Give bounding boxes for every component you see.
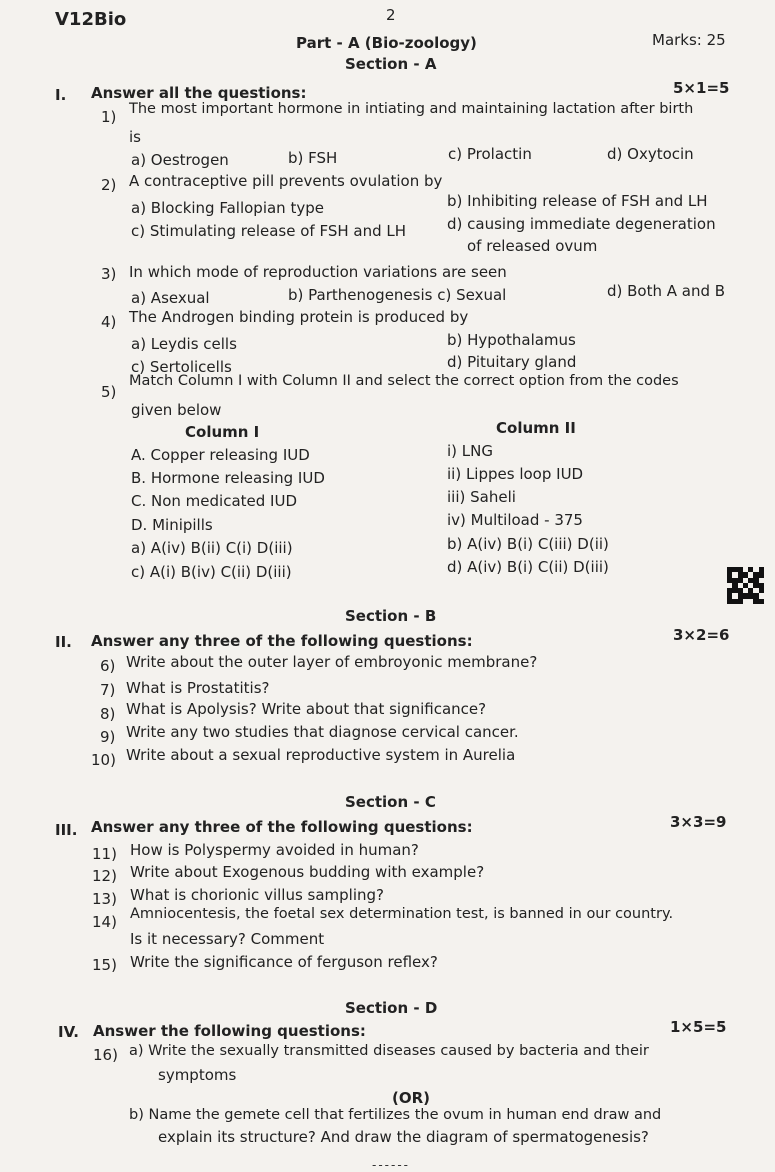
section-a-scheme: 5×1=5 xyxy=(673,79,730,97)
section-c-title: Section - C xyxy=(345,793,436,811)
q4-text: The Androgen binding protein is produced by xyxy=(129,308,469,326)
q4-option-b: b) Hypothalamus xyxy=(447,331,576,349)
q3-number: 3) xyxy=(101,265,117,283)
section-b-instruction: Answer any three of the following questions: xyxy=(91,632,473,650)
column-i-heading: Column I xyxy=(185,423,260,441)
column-i-item: C. Non medicated IUD xyxy=(131,492,298,510)
q4-option-c: c) Sertolicells xyxy=(131,358,232,376)
q1-option-a: a) Oestrogen xyxy=(131,151,229,169)
q1-option-c: c) Prolactin xyxy=(448,145,532,163)
question-text: Write about a sexual reproductive system in Aurelia xyxy=(126,746,516,764)
question-number: 15) xyxy=(92,956,117,974)
q16-number: 16) xyxy=(93,1046,118,1064)
question-number: 10) xyxy=(91,751,116,769)
page-number: 2 xyxy=(386,6,396,24)
q5-text: Match Column I with Column II and select the correct option from the codes xyxy=(129,373,679,389)
q1-option-b: b) FSH xyxy=(288,149,338,167)
column-i-item: A. Copper releasing IUD xyxy=(131,446,310,464)
q1-number: 1) xyxy=(101,108,117,126)
question-number: 12) xyxy=(92,867,117,885)
q16-option-a-cont: symptoms xyxy=(158,1066,237,1084)
column-ii-item: i) LNG xyxy=(447,442,493,460)
question-text: What is Apolysis? Write about that significance? xyxy=(126,700,487,718)
section-b-scheme: 3×2=6 xyxy=(673,626,730,644)
column-ii-item: ii) Lippes loop IUD xyxy=(447,465,584,483)
section-a-numeral: I. xyxy=(55,86,67,104)
q5-option-c: c) A(i) B(iv) C(ii) D(iii) xyxy=(131,563,292,581)
q16-option-b-cont: explain its structure? And draw the diagram of spermatogenesis? xyxy=(158,1128,649,1146)
q3-text: In which mode of reproduction variations are seen xyxy=(129,263,507,281)
part-title: Part - A (Bio-zoology) xyxy=(296,34,477,52)
q3-option-a: a) Asexual xyxy=(131,289,210,307)
column-ii-heading: Column II xyxy=(496,419,576,437)
question-number: 13) xyxy=(92,890,117,908)
section-d-scheme: 1×5=5 xyxy=(670,1018,727,1036)
q1-text: The most important hormone in intiating and maintaining lactation after birth xyxy=(129,101,694,117)
question-text-cont: Is it necessary? Comment xyxy=(130,930,325,948)
q4-option-d: d) Pituitary gland xyxy=(447,353,577,371)
q4-number: 4) xyxy=(101,313,117,331)
q16-option-b: b) Name the gemete cell that fertilizes the ovum in human end draw and xyxy=(129,1107,662,1123)
q2-number: 2) xyxy=(101,176,117,194)
q1-text-cont: is xyxy=(129,128,141,146)
q2-text: A contraceptive pill prevents ovulation by xyxy=(129,172,443,190)
q5-option-a: a) A(iv) B(ii) C(i) D(iii) xyxy=(131,539,293,557)
question-number: 11) xyxy=(92,845,117,863)
question-number: 6) xyxy=(100,657,116,675)
paper-code: V12Bio xyxy=(55,9,127,30)
question-number: 14) xyxy=(92,913,117,931)
section-b-title: Section - B xyxy=(345,607,437,625)
end-marker: ------ xyxy=(372,1158,410,1172)
q2-option-d: d) causing immediate degeneration xyxy=(447,215,716,233)
q16-option-a: a) Write the sexually transmitted diseases caused by bacteria and their xyxy=(129,1043,649,1059)
question-text: What is Prostatitis? xyxy=(126,679,270,697)
question-number: 7) xyxy=(100,681,116,699)
section-b-numeral: II. xyxy=(55,633,72,651)
section-c-scheme: 3×3=9 xyxy=(670,813,727,831)
section-d-title: Section - D xyxy=(345,999,438,1017)
marks: Marks: 25 xyxy=(652,31,726,49)
section-a-title: Section - A xyxy=(345,55,437,73)
question-number: 9) xyxy=(100,728,116,746)
section-c-numeral: III. xyxy=(55,821,78,839)
q4-option-a: a) Leydis cells xyxy=(131,335,237,353)
question-text: Write about the outer layer of embroyonic membrane? xyxy=(126,653,538,671)
q2-option-a: a) Blocking Fallopian type xyxy=(131,199,324,217)
q5-number: 5) xyxy=(101,383,117,401)
q5-text-cont: given below xyxy=(131,401,222,419)
column-i-item: D. Minipills xyxy=(131,516,213,534)
q2-option-b: b) Inhibiting release of FSH and LH xyxy=(447,192,708,210)
question-text: Amniocentesis, the foetal sex determination test, is banned in our country. xyxy=(130,906,674,922)
q5-option-d: d) A(iv) B(i) C(ii) D(iii) xyxy=(447,558,609,576)
section-c-instruction: Answer any three of the following questions: xyxy=(91,818,473,836)
question-text: Write about Exogenous budding with example? xyxy=(130,863,485,881)
qr-code xyxy=(727,567,764,604)
question-text: Write the significance of ferguson reflex? xyxy=(130,953,438,971)
column-ii-item: iv) Multiload - 375 xyxy=(447,511,583,529)
question-number: 8) xyxy=(100,705,116,723)
question-text: How is Polyspermy avoided in human? xyxy=(130,841,419,859)
or-separator: (OR) xyxy=(392,1089,431,1107)
section-a-instruction: Answer all the questions: xyxy=(91,84,307,102)
question-text: What is chorionic villus sampling? xyxy=(130,886,384,904)
section-d-numeral: IV. xyxy=(58,1023,79,1041)
q2-option-c: c) Stimulating release of FSH and LH xyxy=(131,222,407,240)
q1-option-d: d) Oxytocin xyxy=(607,145,694,163)
q3-option-d: d) Both A and B xyxy=(607,282,726,300)
q5-option-b: b) A(iv) B(i) C(iii) D(ii) xyxy=(447,535,609,553)
q2-option-d-cont: of released ovum xyxy=(467,237,598,255)
question-text: Write any two studies that diagnose cervical cancer. xyxy=(126,723,519,741)
q3-option-b-c: b) Parthenogenesis c) Sexual xyxy=(288,286,507,304)
column-i-item: B. Hormone releasing IUD xyxy=(131,469,325,487)
section-d-instruction: Answer the following questions: xyxy=(93,1022,366,1040)
column-ii-item: iii) Saheli xyxy=(447,488,516,506)
